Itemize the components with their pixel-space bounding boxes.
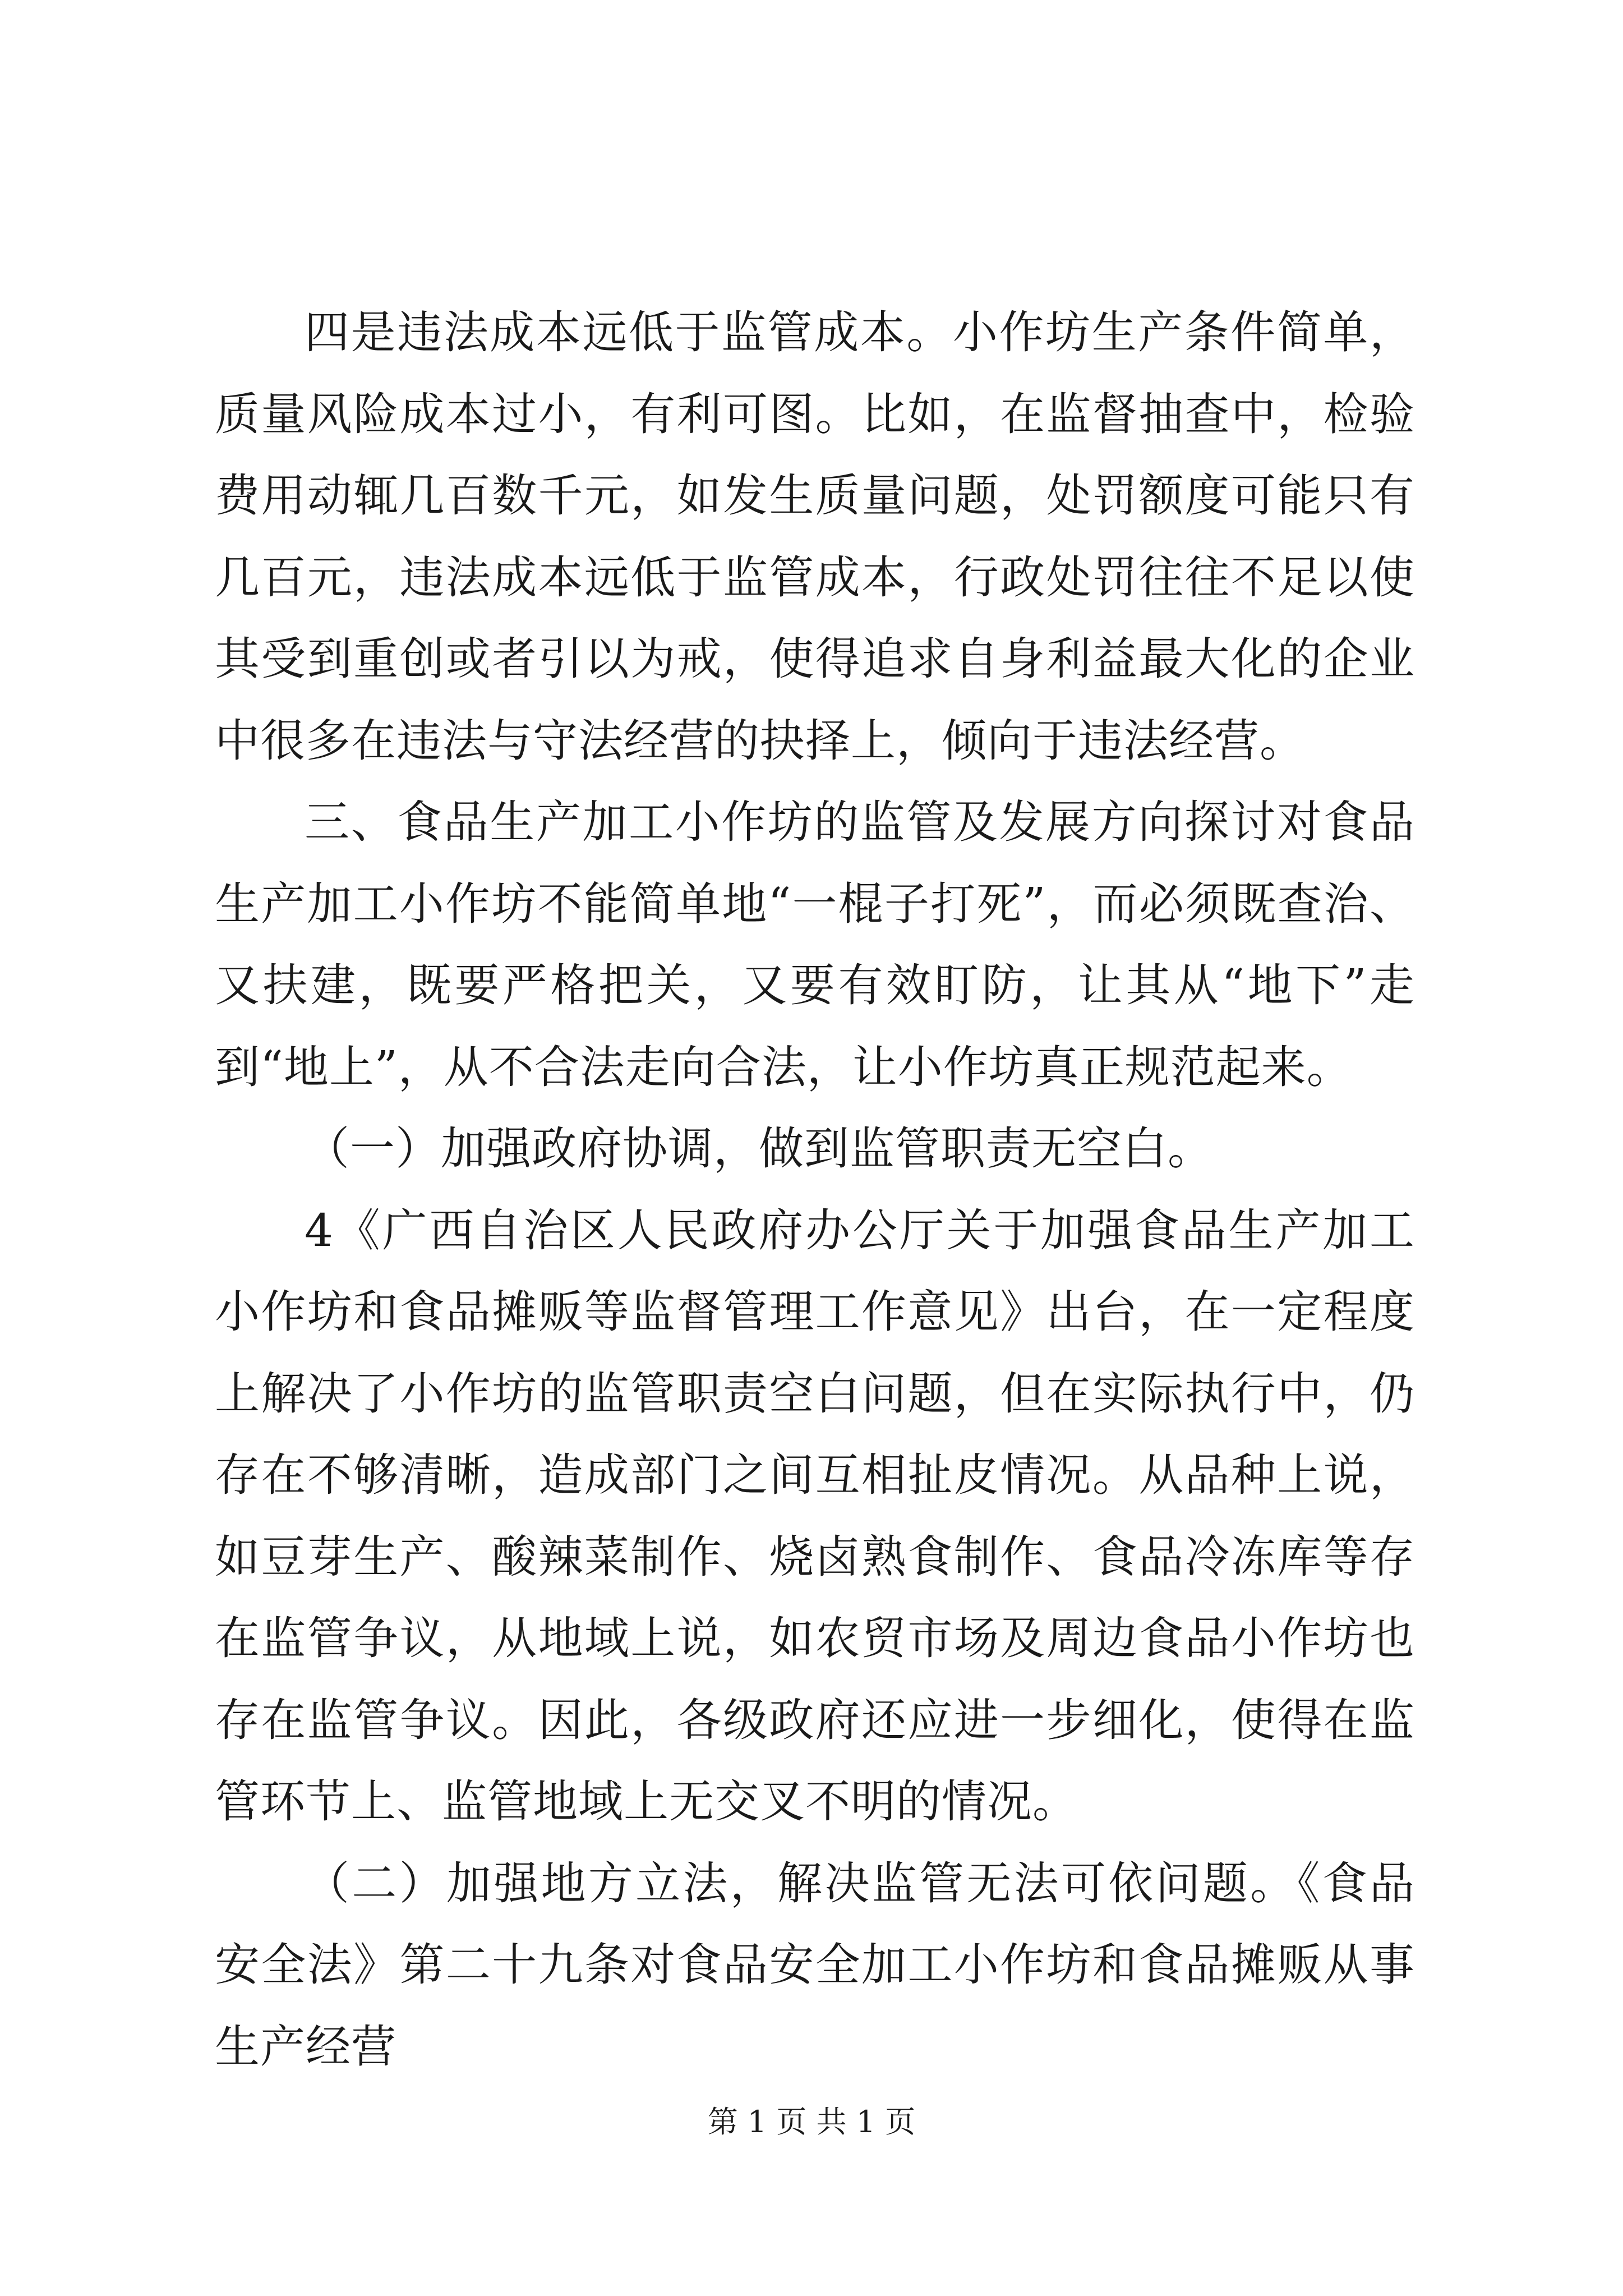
paragraph-guangxi-opinion: 4《广西自治区人民政府办公厅关于加强食品生产加工小作坊和食品摊贩等监督管理工作意见》出台，在一定程度上解决了小作坊的监管职责空白问题，但在实际执行中，仍存在不够清晰，造成部门之间互相扯皮情况。从品种上说，如豆芽生产、酸辣菜制作、烧卤熟食制作、食品冷冻库等存在监管争议，从地域上说，如农贸市场及周边食品小作坊也存在监管争议。因此，各级政府还应进一步细化，使得在监管环节上、监管地域上无交叉不明的情况。 [215,1204,1415,1828]
paragraph-subheading-two: （二）加强地方立法，解决监管无法可依问题。《食品安全法》第二十九条对食品安全加工小作坊和食品摊贩从事生产经营 [215,1857,1415,2073]
paragraph-subheading-one: （一）加强政府协调，做到监管职责无空白。 [305,1122,1213,1175]
document-body [215,292,1415,2087]
paragraph-section-three: 三、食品生产加工小作坊的监管及发展方向探讨对食品生产加工小作坊不能简单地“一棍子打死”，而必须既查治、又扶建，既要严格把关，又要有效盯防，让其从“地下”走到“地上”，从不合法走向合法，让小作坊真正规范起来。 [215,796,1415,1093]
page-footer: 第 1 页 共 1 页 [707,2104,916,2139]
paragraph-violation-cost: 四是违法成本远低于监管成本。小作坊生产条件简单，质量风险成本过小，有利可图。比如，在监督抽查中，检验费用动辄几百数千元，如发生质量问题，处罚额度可能只有几百元，违法成本远低于监管成本，行政处罚往往不足以使其受到重创或者引以为戒，使得追求自身利益最大化的企业中很多在违法与守法经营的抉择上，倾向于违法经营。 [215,306,1415,767]
